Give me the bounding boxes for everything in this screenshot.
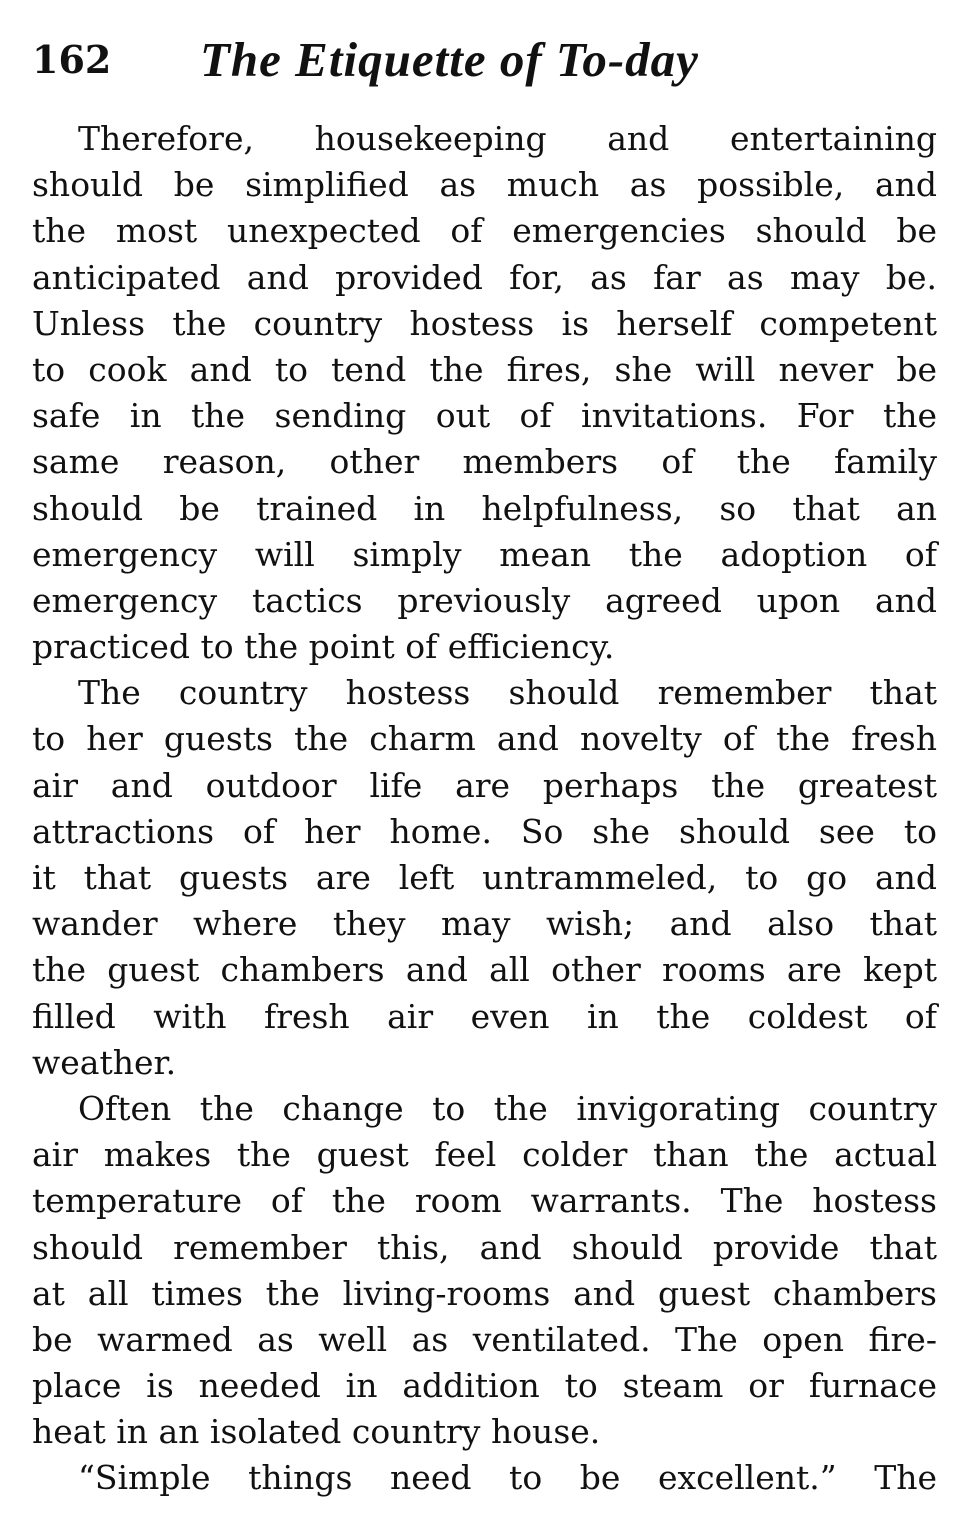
text-line: should be trained in helpfulness, so that an	[32, 488, 937, 528]
text-line: place is needed in addition to steam or furnace	[32, 1366, 937, 1406]
text-line: anticipated and provided for, as far as may be.	[32, 257, 937, 297]
text-line: wander where they may wish; and also that	[32, 904, 937, 944]
text-line: heat in an isolated country house.	[32, 1412, 601, 1452]
text-line: air makes the guest feel colder than the actual	[32, 1135, 937, 1175]
body-text	[32, 116, 937, 1502]
text-line: at all times the living-rooms and guest chambers	[32, 1273, 937, 1313]
text-line: temperature of the room warrants. The hostess	[32, 1181, 937, 1221]
text-line: weather.	[32, 1042, 177, 1082]
text-line: practiced to the point of efficiency.	[32, 627, 615, 667]
running-title: The Etiquette of To-day	[200, 32, 699, 87]
text-line: be warmed as well as ventilated. The open fire-	[32, 1319, 937, 1359]
text-line: Therefore, housekeeping and entertaining	[78, 119, 937, 158]
text-line: it that guests are left untrammeled, to go and	[32, 858, 937, 897]
text-line: safe in the sending out of invitations. For the	[32, 396, 937, 436]
text-line: Often the change to the invigorating country	[78, 1088, 937, 1128]
text-line: attractions of her home. So she should see to	[32, 811, 937, 851]
text-line: should remember this, and should provide that	[32, 1227, 937, 1267]
text-line: emergency will simply mean the adoption of	[32, 534, 937, 574]
text-line: The country hostess should remember that	[78, 673, 937, 713]
text-line: “Simple things need to be excellent.” The	[78, 1458, 937, 1498]
text-line: the guest chambers and all other rooms are kept	[32, 950, 937, 990]
page-number: 162	[32, 37, 112, 82]
text-line: the most unexpected of emergencies should be	[32, 211, 937, 251]
text-line: to cook and to tend the fires, she will never be	[32, 349, 937, 389]
text-line: emergency tactics previously agreed upon and	[32, 580, 937, 620]
text-line: filled with fresh air even in the coldest of	[32, 996, 937, 1036]
text-line: same reason, other members of the family	[32, 442, 937, 482]
text-line: Unless the country hostess is herself competent	[32, 303, 937, 343]
text-line: should be simplified as much as possible, and	[32, 165, 937, 205]
text-line: to her guests the charm and novelty of the fresh	[32, 719, 937, 759]
page-header	[32, 30, 932, 90]
text-line: air and outdoor life are perhaps the greatest	[32, 765, 937, 805]
